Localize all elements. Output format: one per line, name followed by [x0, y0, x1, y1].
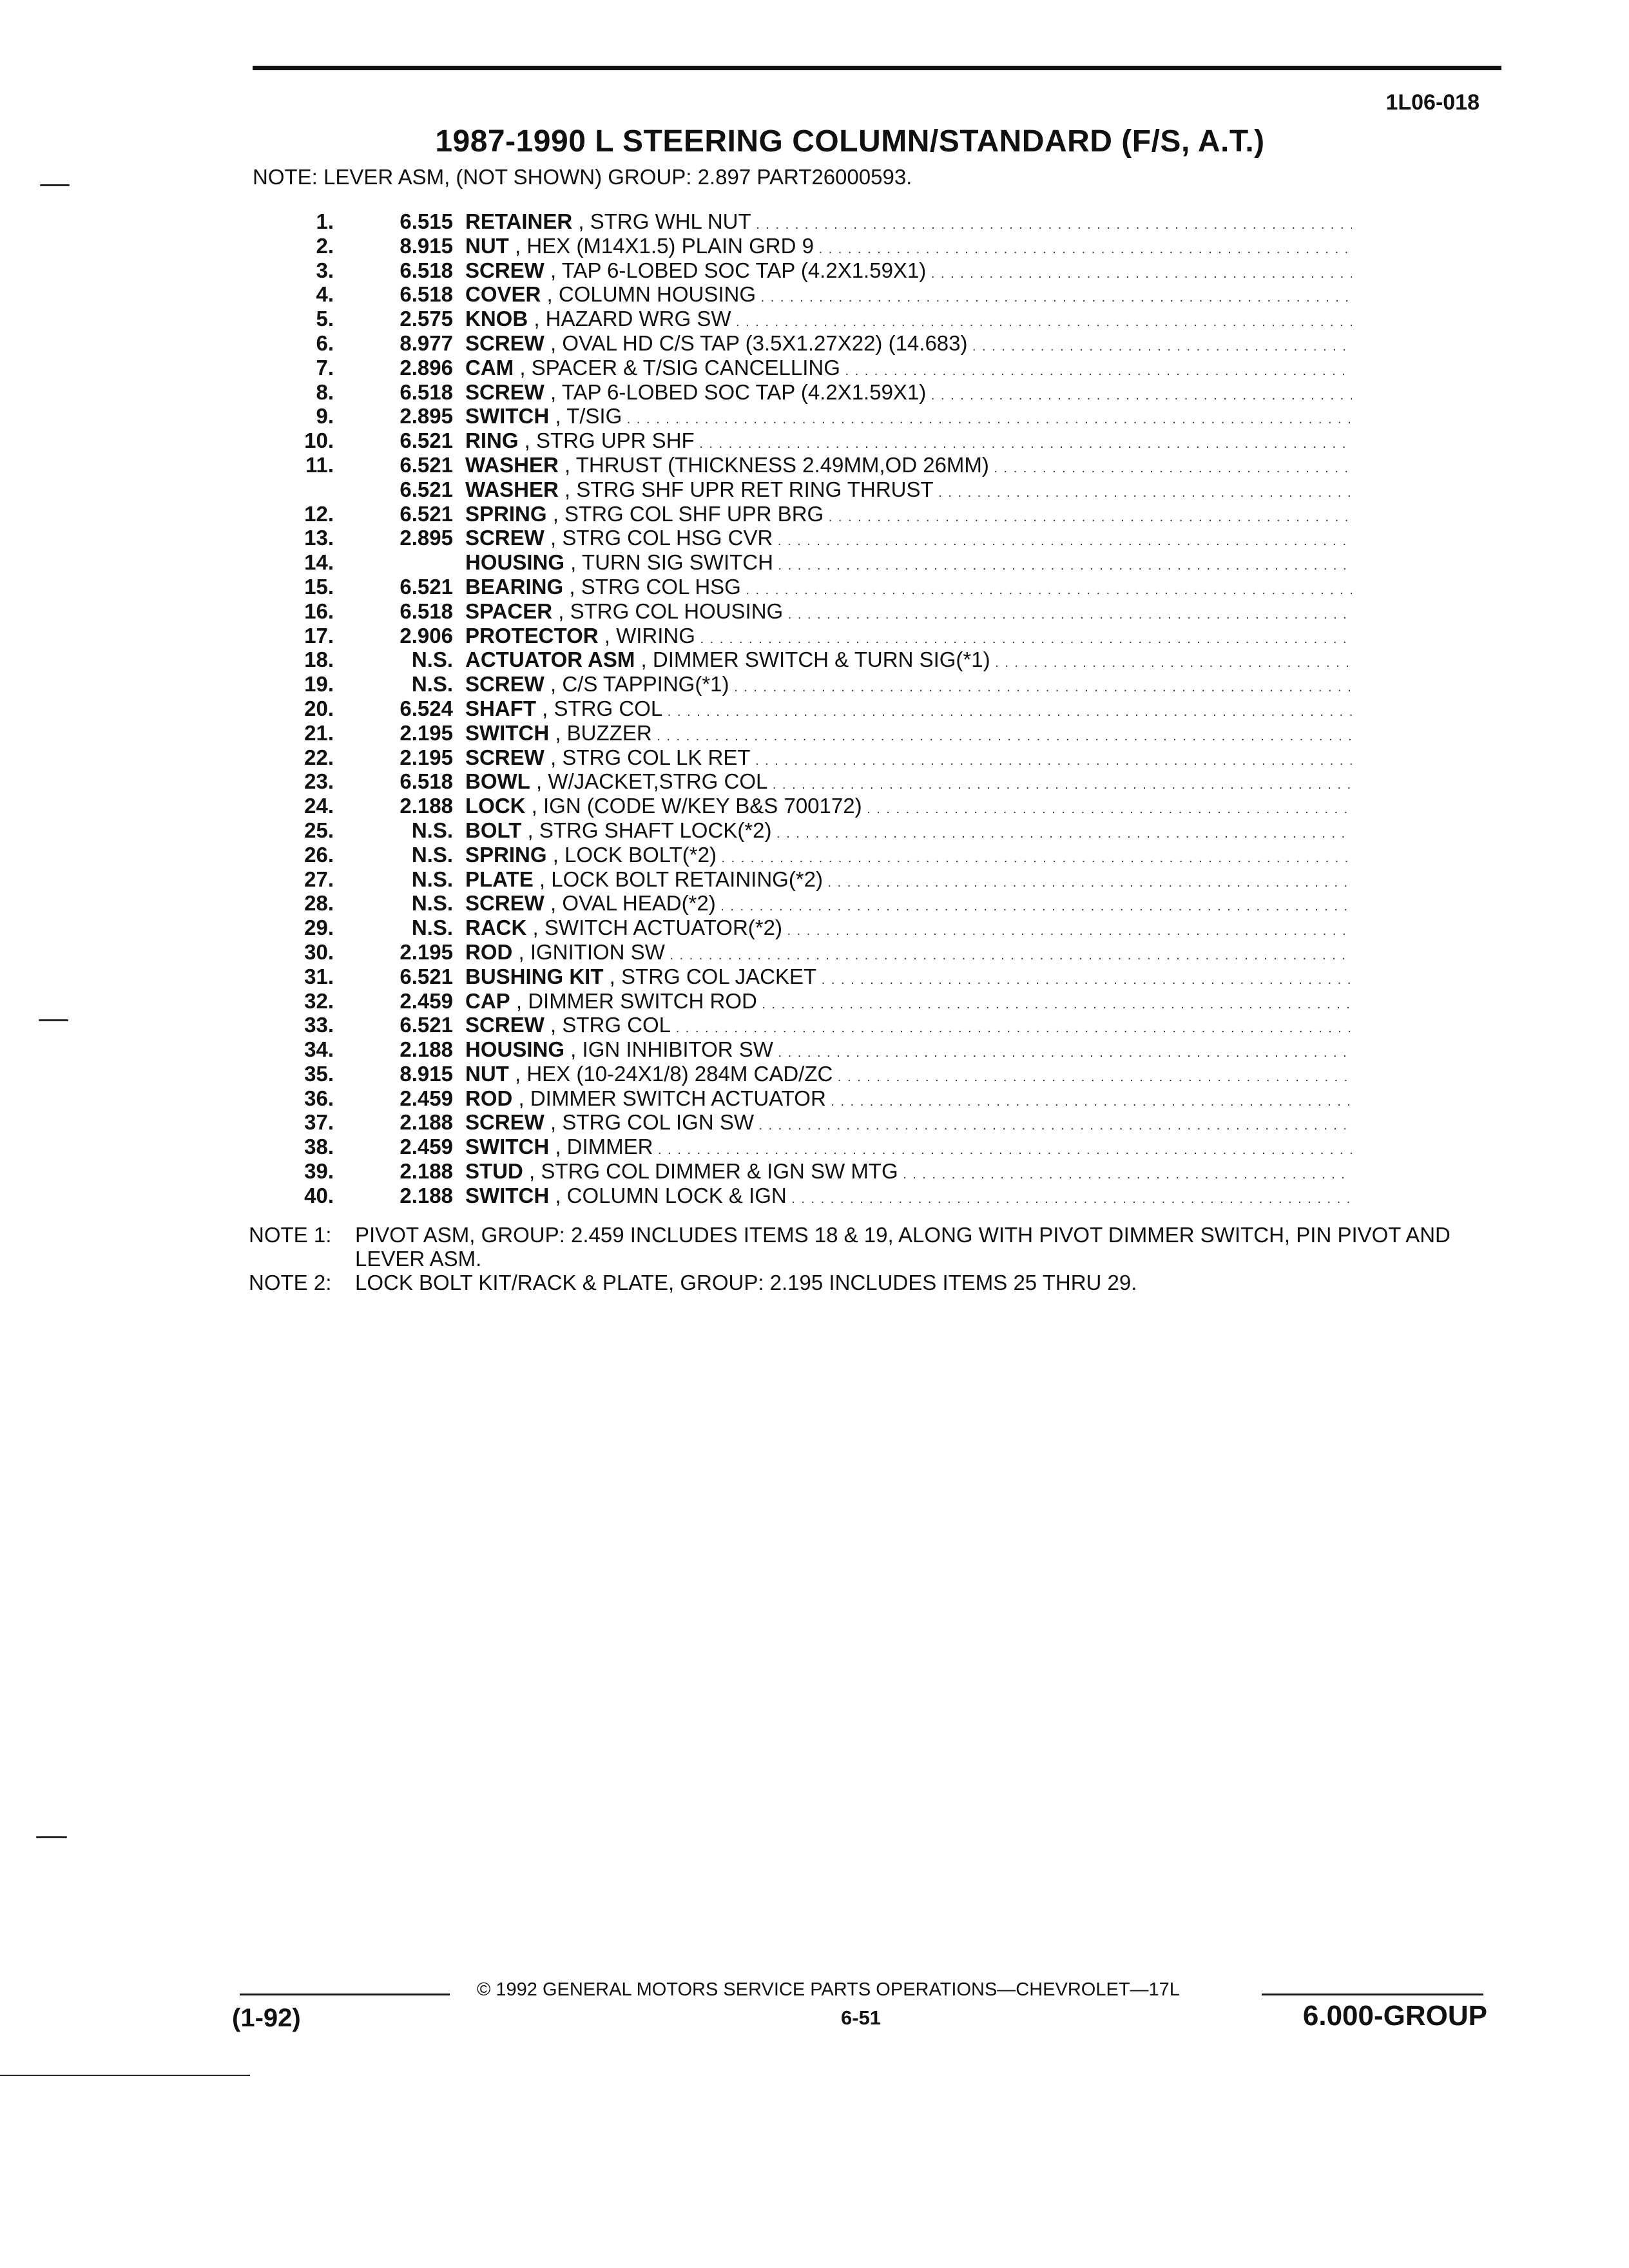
part-name: KNOB — [465, 307, 528, 331]
part-name: SCREW — [465, 891, 545, 916]
group-number: 2.188 — [400, 1037, 453, 1062]
item-number: 40. — [304, 1183, 334, 1207]
group-number: 6.521 — [400, 501, 453, 526]
item-number: 39. — [304, 1159, 334, 1184]
group-number: N.S. — [411, 916, 453, 940]
footer-group: 6.000-GROUP — [1302, 2000, 1487, 2032]
punch-mark-bottom — [36, 1836, 67, 1838]
part-detail: , HEX (10-24X1/8) 284M CAD/ZC — [508, 1061, 833, 1086]
part-name: CAP — [465, 988, 510, 1013]
item-number: 17. — [304, 623, 334, 648]
part-name: SPRING — [465, 842, 547, 867]
part-name: RETAINER — [465, 209, 573, 233]
item-number: 34. — [304, 1037, 334, 1062]
footer-rule-right — [1262, 1994, 1483, 1995]
part-row — [0, 843, 1629, 867]
part-detail: , THRUST (THICKNESS 2.49MM,OD 26MM) — [558, 452, 989, 477]
part-row — [0, 891, 1629, 916]
part-detail: , STRG COL HSG — [563, 574, 741, 599]
part-name: SCREW — [465, 745, 545, 769]
part-name: RING — [465, 428, 519, 453]
item-number: 18. — [304, 648, 334, 672]
part-row — [0, 1135, 1629, 1159]
group-number: 6.521 — [400, 1013, 453, 1037]
group-number: N.S. — [411, 672, 453, 697]
part-detail: , STRG SHF UPR RET RING THRUST — [558, 477, 934, 501]
part-row — [0, 867, 1629, 892]
item-number: 23. — [304, 769, 334, 794]
part-detail: , TAP 6-LOBED SOC TAP (4.2X1.59X1) — [544, 380, 927, 404]
page-title: 1987-1990 L STEERING COLUMN/STANDARD (F/S, A.T.) — [435, 124, 1265, 159]
top-rule — [253, 66, 1501, 70]
part-name: BUSHING KIT — [465, 964, 604, 988]
part-name: NUT — [465, 1061, 509, 1086]
part-row — [0, 502, 1629, 526]
group-number: 6.521 — [400, 574, 453, 599]
part-name: SWITCH — [465, 720, 550, 745]
part-name: SCREW — [465, 1110, 545, 1135]
item-number: 10. — [304, 428, 334, 453]
part-name: SCREW — [465, 526, 545, 550]
part-name: SHAFT — [465, 696, 536, 720]
part-row — [0, 1110, 1629, 1135]
part-row — [0, 672, 1629, 697]
part-row — [0, 453, 1629, 477]
part-detail: , C/S TAPPING(*1) — [544, 672, 729, 697]
part-name: BOLT — [465, 818, 522, 842]
item-number: 38. — [304, 1135, 334, 1159]
item-number: 15. — [304, 574, 334, 599]
note-row — [249, 1223, 1515, 1271]
item-number: 11. — [305, 452, 334, 477]
part-name: SWITCH — [465, 1135, 550, 1159]
part-row — [0, 818, 1629, 843]
part-row — [0, 575, 1629, 599]
item-number: 27. — [304, 867, 334, 891]
item-number: 21. — [304, 720, 334, 745]
part-name: ROD — [465, 939, 513, 964]
part-row — [0, 331, 1629, 356]
group-number: 6.521 — [400, 477, 453, 501]
part-row — [0, 209, 1629, 234]
punch-mark-top — [40, 184, 70, 186]
part-name: HOUSING — [465, 550, 565, 575]
part-name: RACK — [465, 916, 527, 940]
item-number: 30. — [304, 939, 334, 964]
part-row — [0, 940, 1629, 965]
item-number: 8. — [316, 380, 334, 404]
item-number: 1. — [316, 209, 334, 233]
part-row — [0, 1159, 1629, 1184]
item-number: 9. — [316, 404, 334, 428]
part-name: ROD — [465, 1086, 513, 1110]
item-number: 20. — [304, 696, 334, 720]
item-number: 7. — [316, 355, 334, 380]
group-number: 6.518 — [400, 282, 453, 307]
note-label: NOTE 1: — [249, 1223, 332, 1247]
part-name: HOUSING — [465, 1037, 565, 1062]
part-row — [0, 1062, 1629, 1086]
part-row — [0, 648, 1629, 672]
item-number: 26. — [304, 842, 334, 867]
part-detail: , STRG COL JACKET — [603, 964, 817, 988]
item-number: 35. — [304, 1061, 334, 1086]
part-detail: , DIMMER SWITCH ROD — [510, 988, 757, 1013]
item-number: 3. — [316, 258, 334, 282]
part-name: COVER — [465, 282, 541, 307]
part-name: ACTUATOR ASM — [465, 648, 635, 672]
note-text: LOCK BOLT KIT/RACK & PLATE, GROUP: 2.195 INCLUDES ITEMS 25 THRU 29. — [355, 1271, 1137, 1294]
group-number: 2.896 — [400, 355, 453, 380]
group-number: N.S. — [411, 648, 453, 672]
item-number: 31. — [304, 964, 334, 988]
part-row — [0, 477, 1629, 502]
group-number: 2.188 — [400, 794, 453, 818]
group-number: 6.521 — [400, 964, 453, 988]
part-row — [0, 794, 1629, 818]
group-number: 2.188 — [400, 1159, 453, 1184]
part-row — [0, 404, 1629, 428]
part-detail: , IGN INHIBITOR SW — [564, 1037, 773, 1062]
group-number: 6.521 — [400, 452, 453, 477]
part-detail: , IGNITION SW — [512, 939, 665, 964]
item-number: 28. — [304, 891, 334, 916]
group-number: 2.459 — [400, 1135, 453, 1159]
part-detail: , DIMMER — [549, 1135, 653, 1159]
item-number: 2. — [316, 233, 334, 258]
part-detail: , STRG COL LK RET — [544, 745, 751, 769]
group-number: N.S. — [411, 867, 453, 891]
group-number: 2.195 — [400, 745, 453, 769]
footer-copyright: © 1992 GENERAL MOTORS SERVICE PARTS OPERATIONS—CHEVROLET—17L — [477, 1979, 1180, 2000]
group-number: 6.521 — [400, 428, 453, 453]
part-row — [0, 721, 1629, 745]
footer-date: (1-92) — [232, 2004, 301, 2032]
part-name: NUT — [465, 233, 509, 258]
part-detail: , STRG UPR SHF — [518, 428, 695, 453]
notes-section — [249, 1223, 1515, 1294]
part-detail: , STRG COL DIMMER & IGN SW MTG — [523, 1159, 898, 1184]
part-row — [0, 1086, 1629, 1111]
part-detail: , HEX (M14X1.5) PLAIN GRD 9 — [508, 233, 814, 258]
part-row — [0, 989, 1629, 1014]
part-detail: , LOCK BOLT(*2) — [546, 842, 717, 867]
group-number: 6.515 — [400, 209, 453, 233]
part-row — [0, 526, 1629, 550]
part-row — [0, 258, 1629, 283]
part-detail: , SWITCH ACTUATOR(*2) — [526, 916, 782, 940]
part-name: SCREW — [465, 1013, 545, 1037]
part-row — [0, 1013, 1629, 1037]
group-number: 6.518 — [400, 769, 453, 794]
item-number: 37. — [304, 1110, 334, 1135]
group-number: 2.459 — [400, 1086, 453, 1110]
item-number: 4. — [316, 282, 334, 307]
item-number: 5. — [316, 307, 334, 331]
part-detail: , T/SIG — [549, 404, 622, 428]
part-name: SWITCH — [465, 404, 550, 428]
note-text: PIVOT ASM, GROUP: 2.459 INCLUDES ITEMS 18 & 19, ALONG WITH PIVOT DIMMER SWITCH, PIN PIVOT AND LEVER ASM. — [355, 1223, 1451, 1271]
part-detail: , W/JACKET,STRG COL — [530, 769, 768, 794]
group-number: 6.518 — [400, 599, 453, 623]
item-number: 19. — [304, 672, 334, 697]
part-detail: , LOCK BOLT RETAINING(*2) — [533, 867, 823, 891]
part-name: BEARING — [465, 574, 564, 599]
part-row — [0, 599, 1629, 624]
part-name: WASHER — [465, 477, 559, 501]
part-detail: , HAZARD WRG SW — [528, 307, 731, 331]
part-row — [0, 916, 1629, 940]
part-row — [0, 624, 1629, 648]
group-number: 6.524 — [400, 696, 453, 720]
part-name: PROTECTOR — [465, 623, 599, 648]
group-number: 6.518 — [400, 380, 453, 404]
footer-rule-left — [240, 1994, 450, 1995]
part-detail: , STRG COL — [544, 1013, 671, 1037]
part-name: SPRING — [465, 501, 547, 526]
group-number: 8.915 — [400, 1061, 453, 1086]
group-number: 2.459 — [400, 988, 453, 1013]
note-label: NOTE 2: — [249, 1271, 332, 1294]
punch-mark-middle — [39, 1019, 68, 1021]
part-detail: , STRG COL — [536, 696, 663, 720]
item-number: 29. — [304, 916, 334, 940]
part-row — [0, 428, 1629, 453]
part-row — [0, 1184, 1629, 1208]
item-number: 13. — [304, 526, 334, 550]
note-row — [249, 1271, 1515, 1294]
group-number: N.S. — [411, 818, 453, 842]
group-number: 2.895 — [400, 526, 453, 550]
item-number: 24. — [304, 794, 334, 818]
part-detail: , COLUMN HOUSING — [541, 282, 757, 307]
part-name: SCREW — [465, 672, 545, 697]
part-detail: , DIMMER SWITCH ACTUATOR — [512, 1086, 826, 1110]
group-number: 2.188 — [400, 1110, 453, 1135]
part-detail: , STRG COL SHF UPR BRG — [546, 501, 824, 526]
item-number: 6. — [316, 331, 334, 355]
part-name: SWITCH — [465, 1183, 550, 1207]
item-number: 32. — [304, 988, 334, 1013]
part-row — [0, 380, 1629, 405]
part-detail: , SPACER & T/SIG CANCELLING — [514, 355, 840, 380]
part-row — [0, 234, 1629, 258]
part-detail: , STRG COL HOUSING — [552, 599, 784, 623]
part-row — [0, 769, 1629, 794]
part-detail: , WIRING — [598, 623, 695, 648]
part-name: LOCK — [465, 794, 526, 818]
part-name: SCREW — [465, 258, 545, 282]
part-name: SPACER — [465, 599, 553, 623]
parts-list — [0, 209, 1629, 1208]
part-detail: , STRG COL HSG CVR — [544, 526, 773, 550]
group-number: 8.977 — [400, 331, 453, 355]
item-number: 12. — [304, 501, 334, 526]
part-row — [0, 965, 1629, 989]
group-number: 2.906 — [400, 623, 453, 648]
part-name: BOWL — [465, 769, 530, 794]
part-detail: , COLUMN LOCK & IGN — [549, 1183, 787, 1207]
group-number: 2.195 — [400, 939, 453, 964]
part-detail: , STRG COL IGN SW — [544, 1110, 754, 1135]
part-row — [0, 282, 1629, 307]
header-note: NOTE: LEVER ASM, (NOT SHOWN) GROUP: 2.897 PART26000593. — [253, 165, 912, 189]
document-code: 1L06-018 — [1385, 90, 1480, 115]
part-row — [0, 745, 1629, 770]
part-detail: , BUZZER — [549, 720, 652, 745]
part-name: PLATE — [465, 867, 534, 891]
part-detail: , STRG WHL NUT — [572, 209, 751, 233]
item-number: 16. — [304, 599, 334, 623]
part-row — [0, 1037, 1629, 1062]
group-number: 8.915 — [400, 233, 453, 258]
page-number: 6-51 — [841, 2006, 882, 2029]
part-detail: , DIMMER SWITCH & TURN SIG(*1) — [635, 648, 990, 672]
group-number: 6.518 — [400, 258, 453, 282]
item-number: 36. — [304, 1086, 334, 1110]
part-description — [465, 1184, 1352, 1212]
part-name: SCREW — [465, 331, 545, 355]
part-detail: , TURN SIG SWITCH — [564, 550, 773, 575]
part-name: WASHER — [465, 452, 559, 477]
part-detail: , OVAL HD C/S TAP (3.5X1.27X22) (14.683) — [544, 331, 968, 355]
part-detail: , TAP 6-LOBED SOC TAP (4.2X1.59X1) — [544, 258, 927, 282]
part-detail: , OVAL HEAD(*2) — [544, 891, 716, 916]
part-row — [0, 356, 1629, 380]
group-number: N.S. — [411, 842, 453, 867]
item-number: 14. — [304, 550, 334, 575]
group-number: 2.188 — [400, 1183, 453, 1207]
part-name: STUD — [465, 1159, 523, 1184]
bottom-rule — [0, 2075, 250, 2076]
part-detail: , STRG SHAFT LOCK(*2) — [521, 818, 772, 842]
item-number: 25. — [304, 818, 334, 842]
item-number: 33. — [304, 1013, 334, 1037]
part-row — [0, 550, 1629, 575]
group-number: 2.195 — [400, 720, 453, 745]
part-name: SCREW — [465, 380, 545, 404]
part-detail: , IGN (CODE W/KEY B&S 700172) — [525, 794, 862, 818]
group-number: N.S. — [411, 891, 453, 916]
part-name: CAM — [465, 355, 514, 380]
group-number: 2.575 — [400, 307, 453, 331]
part-row — [0, 307, 1629, 331]
part-row — [0, 697, 1629, 721]
group-number: 2.895 — [400, 404, 453, 428]
item-number: 22. — [304, 745, 334, 769]
